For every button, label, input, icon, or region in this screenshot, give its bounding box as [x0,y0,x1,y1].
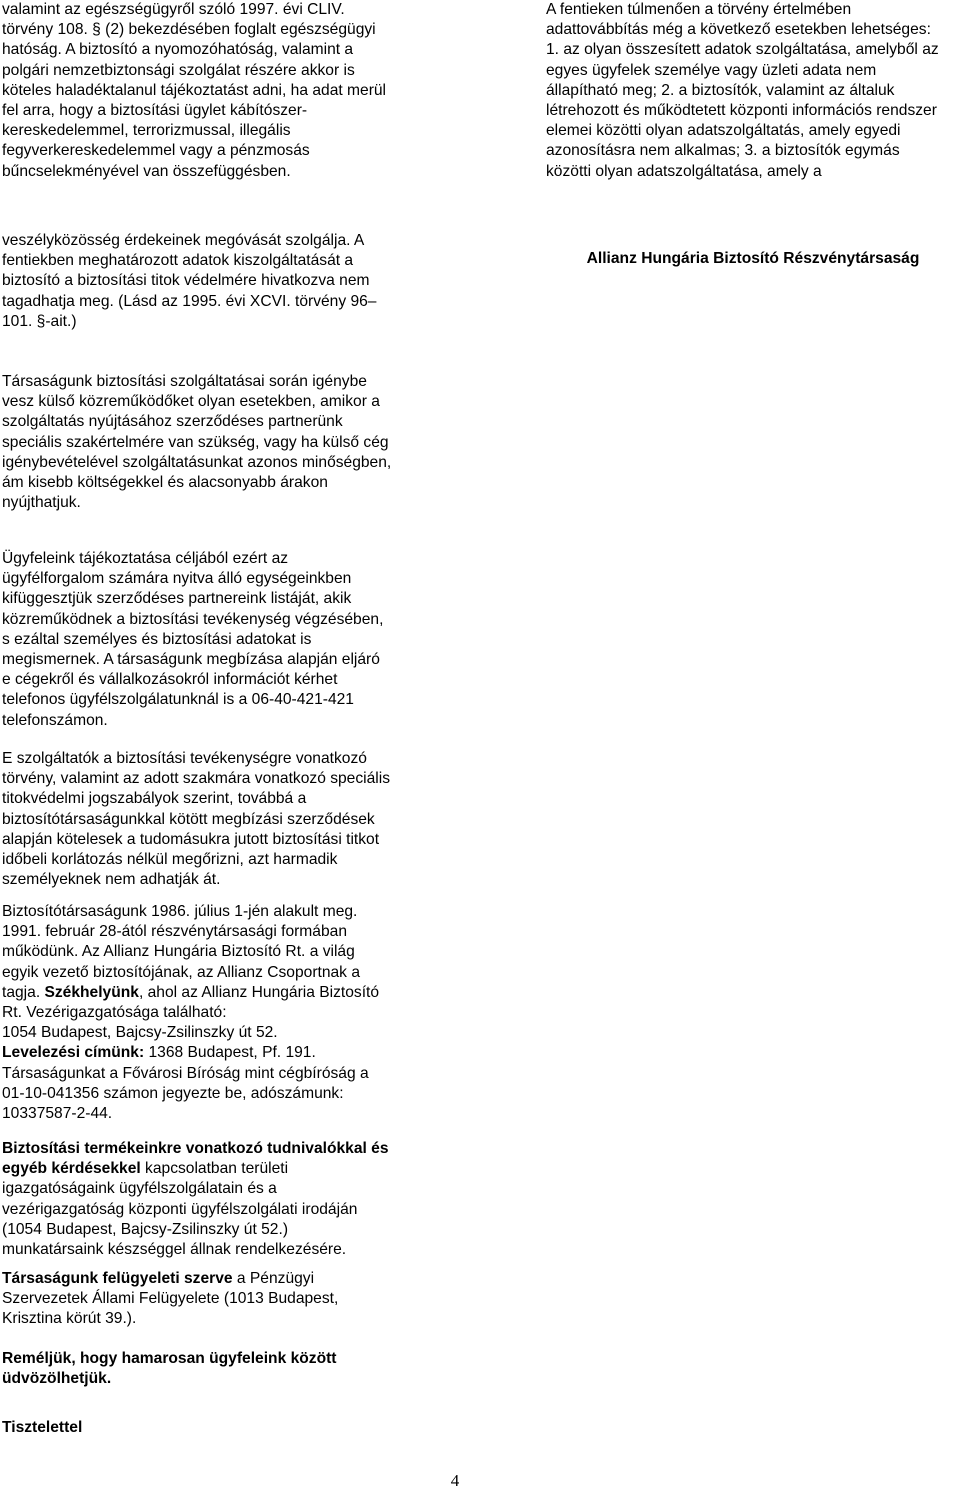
text-product-questions: kapcsolatban területi igazgatóságaink ügyfélszolgálatain és a vezérigazgatóság központi ügyfélszolgálati irodáján (1054 Budapest, Bajcsy-Zsilinszky út 52.) munkatársaink készséggel állnak rendelkezésére. [2,1160,358,1259]
paragraph-company-history [2,902,422,1124]
text-headquarters: , ahol az Allianz Hungária Biztosító Rt. Vezérigazgatósága található: 1054 Budapest, Bajcsy-Zsilinszky út 52. [2,983,380,1042]
paragraph-external-contractors: Társaságunk biztosítási szolgáltatásai során igénybe vesz külső közreműködőket olyan esetekben, amikor a szolgáltatás nyújtásához szerződéses partnerünk speciális szakértelmére van szükség, vagy ha külső cég igénybevételével szolgáltatásunkat azonos minőségben, ám kisebb költségekkel és alacsonyabb árakon nyújthatjuk. [2,373,392,512]
text-supervisory: a Pénzügyi Szervezetek Állami Felügyelete (1013 Budapest, Krisztina körút 39.). [2,1270,339,1328]
text-product-questions-bold: Biztosítási termékeinkre vonatkozó tudnivalókkal és egyéb kérdésekkel [2,1140,389,1178]
paragraph-supervisory-authority [2,1269,422,1330]
paragraph-regards [2,1418,422,1438]
text-regards: Tisztelettel [2,1419,83,1436]
text-history: Biztosítótársaságunk 1986. július 1-jén alakult meg. 1991. február 28-ától részvénytársasági formában működünk. Az Allianz Hungária Biztosító Rt. a világ egyik vezető biztosítójának, az Allianz Csoportnak a tagja. [2,903,360,1001]
text-closing-wish: Reméljük, hogy hamarosan ügyfeleink között üdvözölhetjük. [2,1350,337,1388]
paragraph-client-information: Ügyfeleink tájékoztatása céljából ezért az ügyfélforgalom számára nyitva álló egységeinkben kifüggesztjük szerződéses partnereink listáját, akik közreműködnek a biztosítási tevékenység végzésében, s ezáltal személyes és biztosítási adatokat is megismernek. A társaságunk megbízása alapján eljáró e cégekről és vállalkozásokról információt kérhet telefonos ügyfélszolgálatunknál is a 06-40-421-421 telefonszámon. [2,550,384,729]
text-mailing-label: Levelezési címünk: [2,1044,145,1062]
text-registration: 1368 Budapest, Pf. 191. Társaságunkat a Fővárosi Bíróság mint cégbíróság a 01-10-041356 számon jegyezte be, adószámunk: 10337587-2-44. [2,1044,369,1123]
paragraph-risk-community: veszélyközösség érdekeinek megóvását szolgálja. A fentiekben meghatározott adatok kiszolgáltatását a biztosító a biztosítási titok védelmére hivatkozva nem tagadhatja meg. (Lásd az 1995. évi XCVI. törvény 96– 101. §-ait.) [2,232,377,330]
paragraph-data-transfer-cases: A fentieken túlmenően a törvény értelmében adattovábbítás még a következő esetekben lehetséges: 1. az olyan összesített adatok szolgáltatása, amelyből az egyes ügyfelek személye vagy üzleti adata nem állapítható meg; 2. a biztosítók, valamint az általuk létrehozott és működtetett központi információs rendszer elemei közötti olyan adatszolgáltatás, amely egyedi azonosításra nem alkalmas; 3. a biztosítók egymás közötti olyan adatszolgáltatása, amely a [546,1,939,180]
company-name: Allianz Hungária Biztosító Részvénytársaság [586,250,920,267]
text-headquarters-label: Székhelyünk [44,983,139,1001]
text-supervisory-bold: Társaságunk felügyeleti szerve [2,1270,233,1287]
paragraph-confidentiality: E szolgáltatók a biztosítási tevékenységre vonatkozó törvény, valamint az adott szakmára vonatkozó speciális titokvédelmi jogszabályok szerint, továbbá a biztosítótársaságunkkal kötött megbízási szerződések alapján kötelesek a tudomásukra jutott biztosítási titkot időbeli korlátozás nélkül megőrizni, azt harmadik személyeknek nem adhatják át. [2,750,391,889]
paragraph-product-questions [2,1139,422,1260]
page-number: 4 [450,1471,460,1490]
paragraph-closing-wish [2,1349,422,1389]
paragraph-health-authority: valamint az egészségügyről szóló 1997. évi CLIV. törvény 108. § (2) bekezdésében foglalt egészségügyi hatóság. A biztosító a nyomozóhatóság, valamint a polgári nemzetbiztonsági szolgálat részére akkor is köteles haladéktalanul tájékoztatást adni, ha adat merül fel arra, hogy a biztosítási ügylet kábítószer- kereskedelemmel, terrorizmussal, illegális fegyverkereskedelemmel vagy a pénzmosás bűncselekményével van összefüggésben. [2,1,387,180]
